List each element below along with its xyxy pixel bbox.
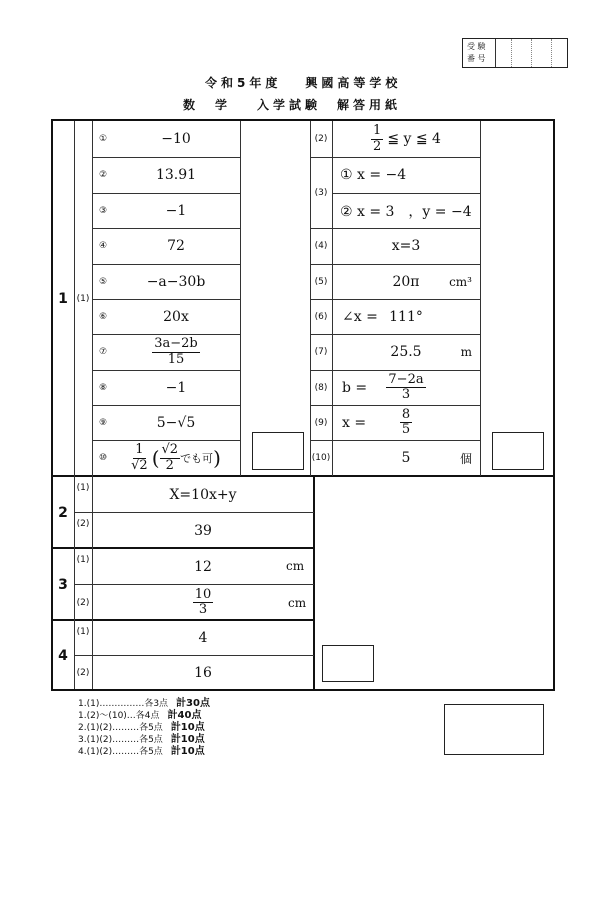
q-number: ⑤ — [98, 276, 108, 287]
q-number: (3) — [314, 187, 328, 198]
q-number: (2) — [76, 519, 90, 529]
q-number: ⑥ — [98, 311, 108, 322]
section-4-label: 4 — [58, 647, 68, 664]
answer-4-2: 16 — [194, 665, 212, 681]
answer-4-1: 4 — [198, 630, 208, 646]
answer-1-1-7: $\frac{3a-2b}{15}$ — [154, 336, 198, 367]
q-number: (2) — [314, 134, 328, 144]
answer-1-8: b = $\frac{7-2a}{3}$ — [342, 371, 424, 402]
score-box[interactable] — [322, 645, 374, 682]
answer-1-2: $\frac{1}{2}$ ≦ y ≦ 4 — [373, 123, 441, 154]
q-number: (1) — [76, 483, 90, 493]
exam-number-label: 番 号 — [467, 54, 486, 63]
answer-1-1-3: −1 — [165, 202, 187, 219]
answer-1-6: ∠x = 111° — [342, 308, 423, 325]
answer-1-7: 25.5 m — [390, 344, 472, 360]
answer-1-1-6: 20x — [163, 308, 189, 325]
answer-3-2: $\frac{10}{3}$ — [194, 586, 212, 617]
q-number: ④ — [98, 241, 108, 251]
answer-1-1-5: −a−30b — [146, 273, 206, 290]
answer-1-1-1: −10 — [161, 131, 191, 147]
q-number: ⑦ — [98, 347, 108, 357]
answer-1-1-10: $\frac{1}{√2}$ ( $\frac{√2}{2}$ でも可 ) — [131, 442, 221, 473]
q-number: (2) — [76, 597, 90, 608]
q-number: ② — [98, 170, 108, 180]
answer-2-2: 39 — [194, 522, 212, 539]
answer-2-1: X=10x+y — [169, 486, 237, 503]
section-2-label: 2 — [58, 504, 68, 521]
answer-1-1-8: −1 — [165, 379, 187, 396]
answer-1-5: 20π cm³ — [392, 273, 472, 290]
q-number: (2) — [76, 668, 90, 678]
answer-1-3-2: ② x = 3 ，y = −4 — [340, 203, 472, 220]
section-3-label: 3 — [58, 576, 68, 593]
q-number: (6) — [314, 311, 328, 322]
score-box[interactable] — [492, 432, 544, 470]
q-number: ⑩ — [98, 453, 108, 463]
scoring-note: 1.(1)……………各3点 計30点 — [78, 698, 210, 709]
q-number: (10) — [311, 453, 331, 463]
q-number: (9) — [314, 417, 328, 428]
q-number: (7) — [314, 347, 328, 357]
q-number: ① — [98, 134, 108, 144]
total-score-box[interactable] — [444, 704, 544, 755]
answer-1-9: x = $\frac{8}{5}$ — [342, 406, 411, 437]
unit: cm — [288, 596, 307, 610]
scoring-notes — [78, 698, 210, 758]
answer-1-4: x=3 — [391, 238, 421, 254]
scoring-note: 4.(1)(2)………各5点 計10点 — [78, 746, 205, 757]
header-line1: 令和5年度 興國高等学校 — [205, 76, 402, 90]
q-number: (5) — [314, 276, 328, 287]
q-number: (8) — [314, 382, 328, 393]
q-number: ⑨ — [98, 417, 108, 428]
q-number: (1) — [76, 555, 90, 565]
q-number: ⑧ — [98, 382, 108, 393]
scoring-note: 3.(1)(2)………各5点 計10点 — [78, 734, 205, 745]
unit: cm — [286, 559, 305, 573]
exam-number-label: 受 験 — [467, 42, 486, 51]
score-box[interactable] — [252, 432, 304, 470]
exam-number-box — [462, 38, 568, 68]
q-number: ③ — [98, 205, 108, 216]
q-number: (4) — [314, 241, 328, 251]
section-1-label: 1 — [58, 290, 68, 307]
scoring-note: 1.(2)〜(10)…各4点 計40点 — [78, 710, 202, 721]
answer-1-1-9: 5−√5 — [156, 414, 196, 431]
q-number: (1) — [76, 627, 90, 637]
answer-1-3-1: ① x = −4 — [340, 167, 407, 183]
scoring-note: 2.(1)(2)………各5点 計10点 — [78, 722, 205, 733]
answer-1-1-2: 13.91 — [155, 167, 197, 183]
header-line2: 数 学 入学試験 解答用紙 — [183, 98, 402, 112]
answer-1-1-4: 72 — [167, 238, 185, 254]
section-1-sub-label: (1) — [76, 293, 90, 304]
answer-1-10: 5 個 — [401, 450, 472, 466]
answer-3-1: 12 — [194, 558, 212, 575]
